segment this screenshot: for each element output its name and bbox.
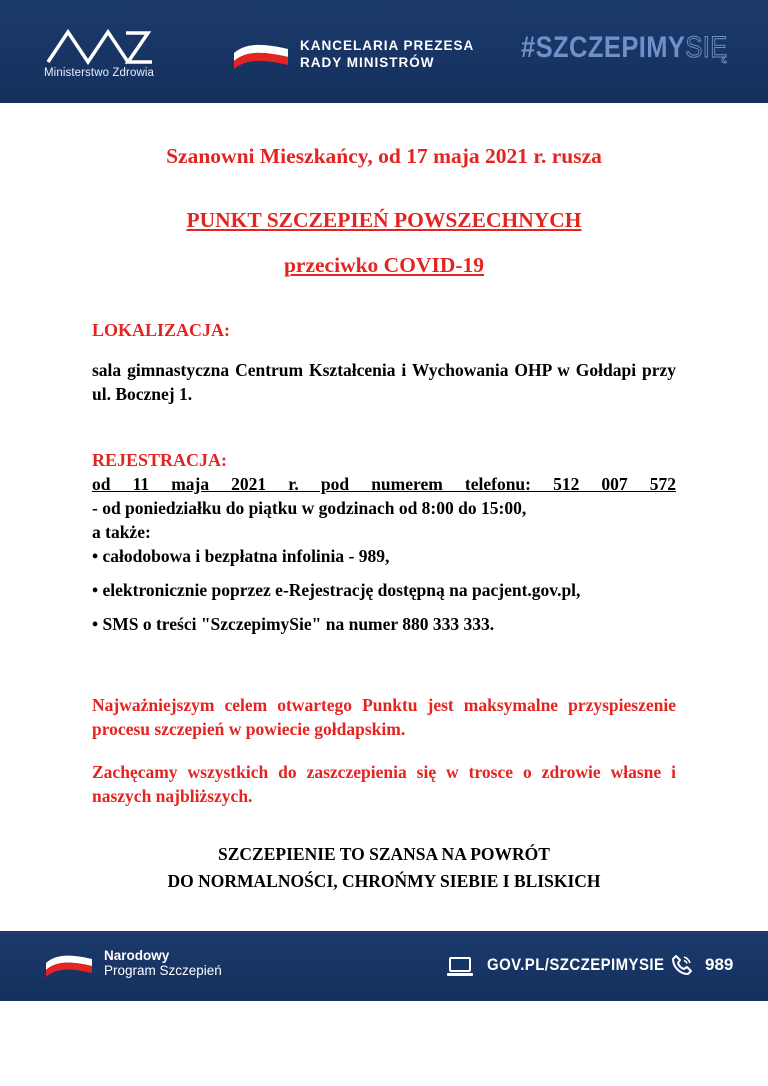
registration-option: • SMS o treści "SzczepimySie" na numer 880 333 333. [92, 614, 495, 634]
header-band [0, 0, 768, 103]
registration-also: a także: [92, 522, 151, 542]
website-link[interactable]: GOV.PL/SZCZEPIMYSIE [487, 955, 665, 974]
registration-phone-line: od 11 maja 2021 r. pod numerem telefonu: 512 007 572 [92, 474, 676, 494]
polish-flag-icon [44, 951, 94, 977]
main-title: PUNKT SZCZEPIEŃ POWSZECHNYCH [186, 208, 582, 232]
closing-line2: DO NORMALNOŚCI, CHROŃMY SIEBIE I BLISKICH [167, 871, 601, 891]
program-line1: Narodowy [104, 948, 170, 963]
appeal-paragraph-2: Zachęcamy wszystkich do zaszczepienia się w trosce o zdrowie własne i naszych najbliższych. [92, 762, 676, 806]
hotline-number: 989 [705, 955, 734, 974]
location-text: sala gimnastyczna Centrum Kształcenia i Wychowania OHP w Gołdapi przy ul. Bocznej 1. [92, 360, 676, 404]
closing-slogan [0, 841, 768, 895]
phone-icon [671, 954, 693, 976]
location-section [92, 318, 676, 406]
registration-option: • elektronicznie poprzez e-Rejestrację dostępną na pacjent.gov.pl, [92, 580, 581, 600]
chancellery-line1: KANCELARIA PREZESA [300, 38, 475, 53]
hashtag-outline: SIĘ [685, 31, 728, 64]
registration-heading: REJESTRACJA: [92, 450, 228, 470]
laptop-icon [446, 956, 474, 978]
chancellery-line2: RADY MINISTRÓW [300, 55, 435, 70]
polish-flag-icon [232, 39, 290, 69]
location-heading: LOKALIZACJA: [92, 320, 231, 340]
closing-line1: SZCZEPIENIE TO SZANSA NA POWRÓT [218, 844, 550, 864]
registration-section [92, 448, 676, 636]
main-subtitle: przeciwko COVID-19 [283, 253, 485, 277]
campaign-hashtag [521, 30, 728, 66]
footer-band [0, 931, 768, 1001]
program-line2: Program Szczepień [104, 963, 222, 978]
registration-option: • całodobowa i bezpłatna infolinia - 989, [92, 546, 390, 566]
intro-heading: Szanowni Mieszkańcy, od 17 maja 2021 r. rusza [166, 144, 602, 168]
appeal-paragraph-1: Najważniejszym celem otwartego Punktu jest maksymalne przyspieszenie procesu szczepień w powiecie gołdapskim. [92, 695, 676, 739]
ministry-name: Ministerstwo Zdrowia [44, 67, 154, 79]
hashtag-main: #SZCZEPIMY [521, 31, 686, 64]
program-name [104, 948, 222, 978]
registration-hours: - od poniedziałku do piątku w godzinach od 8:00 do 15:00, [92, 498, 527, 518]
